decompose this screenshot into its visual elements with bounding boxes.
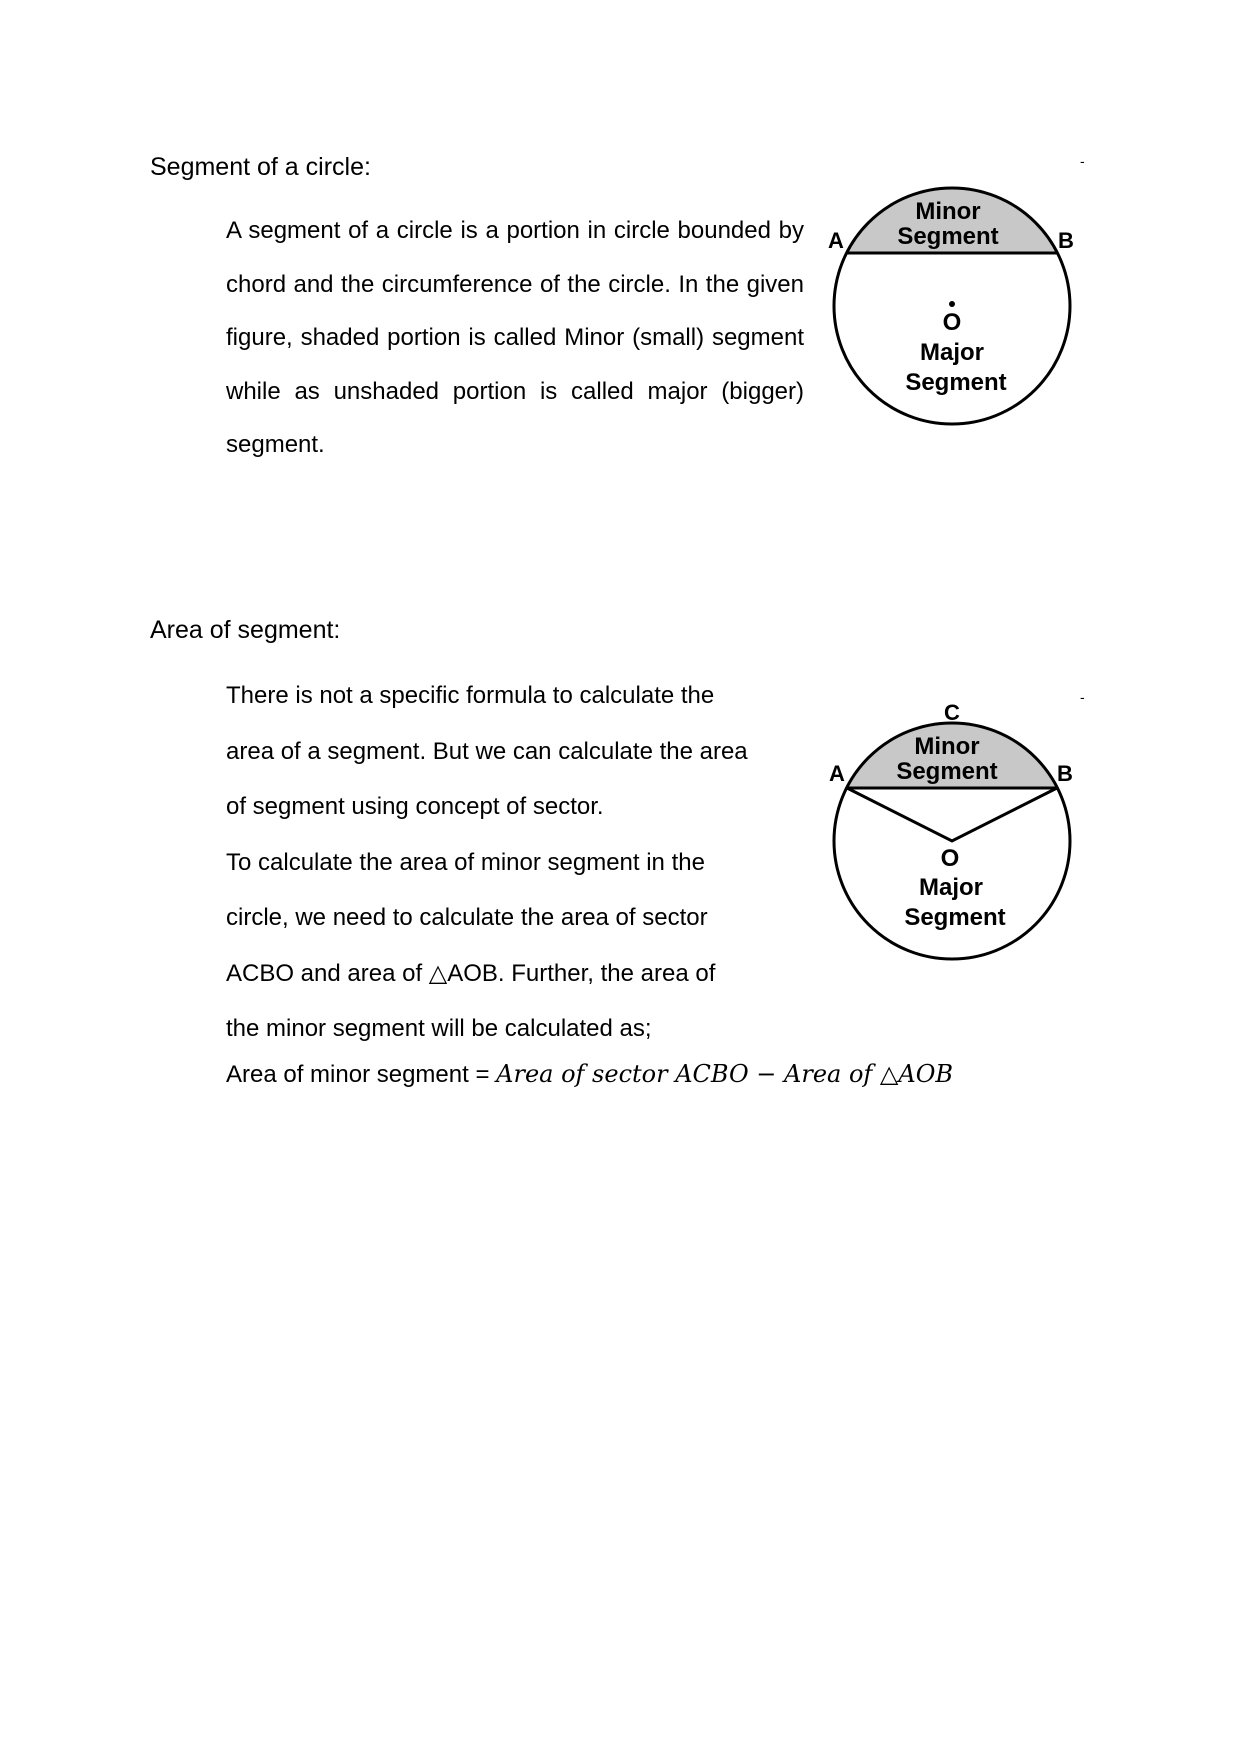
major-label-line2: Segment [905, 369, 1007, 396]
area-explanation [226, 668, 786, 1057]
label-a: A [829, 761, 845, 786]
radii-oa-ob [847, 788, 1057, 841]
label-c: C [944, 700, 960, 725]
minor-label-line1: Minor [914, 733, 980, 760]
text-line: area of a segment. But we can calculate the area [226, 737, 748, 765]
label-o: O [940, 845, 960, 872]
segment-definition-paragraph: A segment of a circle is a portion in circle bounded by chord and the circumference of the circle. In the given figure, shaded portion is called Minor (small) segment while as unshaded portion is called major (bigger) segment. [226, 217, 804, 458]
label-b: B [1057, 761, 1073, 786]
text-line: circle, we need to calculate the area of sector [226, 904, 708, 931]
label-b: B [1058, 228, 1074, 253]
margin-mark: - [1080, 153, 1085, 169]
heading-text: Segment of a circle [150, 153, 364, 181]
minor-segment-formula [226, 1060, 953, 1089]
label-o: O [942, 309, 962, 336]
segment-figure [820, 180, 1085, 430]
major-label-line2: Segment [904, 904, 1006, 931]
text-line: There is not a specific formula to calculate the [226, 682, 715, 709]
label-a: A [828, 228, 844, 253]
text-line: of segment using concept of sector. [226, 793, 604, 820]
major-label-line1: Major [919, 339, 985, 366]
formula-label: Area of minor segment = [226, 1061, 497, 1088]
heading-colon: : [364, 153, 371, 181]
section-heading-segment [150, 155, 371, 180]
major-label-line1: Major [918, 874, 984, 901]
text-line: ACBO and area of △AOB. Further, the area of [226, 959, 716, 987]
section-heading-area: Area of segment: [150, 616, 341, 644]
area-segment-figure [820, 700, 1085, 970]
formula-math: Area of sector ACBO − Area of △AOB [496, 1060, 954, 1088]
center-dot [949, 301, 955, 307]
minor-label-line2: Segment [896, 758, 998, 785]
text-line: the minor segment will be calculated as; [226, 1015, 652, 1042]
minor-label-line1: Minor [915, 198, 981, 225]
minor-label-line2: Segment [897, 223, 999, 250]
text-line: To calculate the area of minor segment in the [226, 848, 705, 876]
margin-mark: - [1080, 689, 1085, 705]
